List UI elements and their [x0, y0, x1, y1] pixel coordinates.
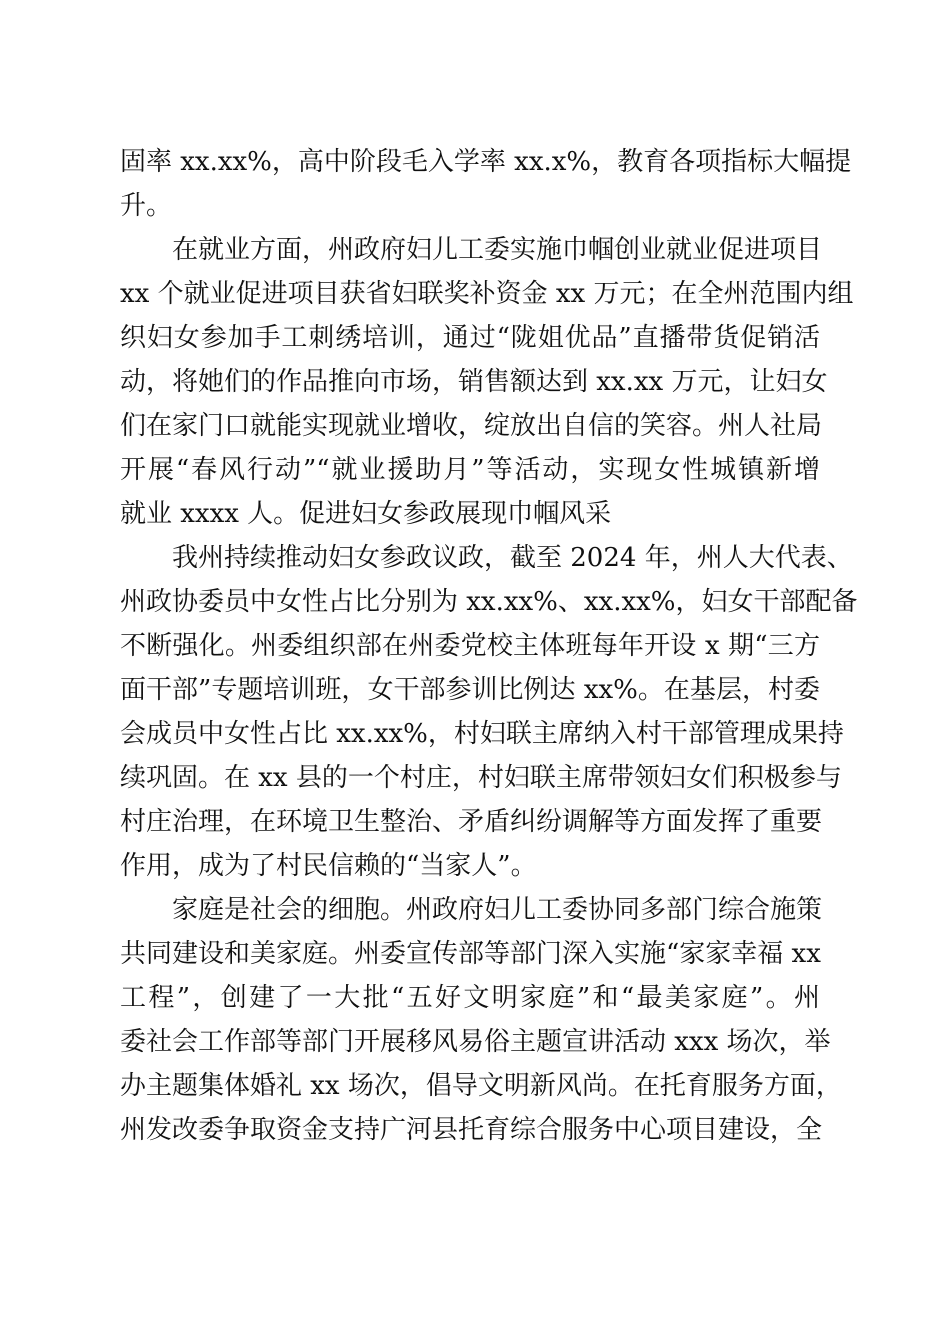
paragraph-start-line: 家庭是社会的细胞。州政府妇儿工委协同多部门综合施策: [172, 895, 823, 925]
text-line: 织妇女参加手工刺绣培训，通过“陇姐优品”直播带货促销活: [120, 323, 820, 353]
text-line: 开展“春风行动”“就业援助月”等活动，实现女性城镇新增: [120, 455, 820, 485]
text-line: 作用，成为了村民信赖的“当家人”。: [120, 851, 537, 881]
text-line: 共同建设和美家庭。州委宣传部等部门深入实施“家家幸福 xx: [120, 939, 821, 969]
paragraph-start-line: 在就业方面，州政府妇儿工委实施巾帼创业就业促进项目: [172, 235, 823, 265]
text-line: 村庄治理，在环境卫生整治、矛盾纠纷调解等方面发挥了重要: [120, 807, 823, 837]
text-line: 州政协委员中女性占比分别为 xx.xx%、xx.xx%，妇女干部配备: [120, 587, 858, 617]
text-line: 委社会工作部等部门开展移风易俗主题宣讲活动 xxx 场次，举: [120, 1027, 831, 1057]
text-line: 会成员中女性占比 xx.xx%，村妇联主席纳入村干部管理成果持: [120, 719, 844, 749]
text-line: 续巩固。在 xx 县的一个村庄，村妇联主席带领妇女们积极参与: [120, 763, 842, 793]
text-line: 升。: [120, 191, 173, 221]
text-line: 州发改委争取资金支持广河县托育综合服务中心项目建设，全: [120, 1115, 823, 1145]
text-line: 就业 xxxx 人。促进妇女参政展现巾帼风采: [120, 499, 612, 529]
paragraph-start-line: 我州持续推动妇女参政议政，截至 2024 年，州人大代表、: [172, 543, 853, 573]
text-line: 面干部”专题培训班，女干部参训比例达 xx%。在基层，村委: [120, 675, 820, 705]
text-line: 办主题集体婚礼 xx 场次，倡导文明新风尚。在托育服务方面，: [120, 1071, 842, 1101]
text-line: 不断强化。州委组织部在州委党校主体班每年开设 x 期“三方: [120, 631, 820, 661]
text-line: 们在家门口就能实现就业增收，绽放出自信的笑容。州人社局: [120, 411, 823, 441]
text-line: 动，将她们的作品推向市场，销售额达到 xx.xx 万元，让妇女: [120, 367, 828, 397]
text-line: 工程”，创建了一大批“五好文明家庭”和“最美家庭”。州: [120, 983, 820, 1013]
text-line: xx 个就业促进项目获省妇联奖补资金 xx 万元；在全州范围内组: [120, 279, 854, 309]
text-line: 固率 xx.xx%，高中阶段毛入学率 xx.x%，教育各项指标大幅提: [120, 147, 852, 177]
